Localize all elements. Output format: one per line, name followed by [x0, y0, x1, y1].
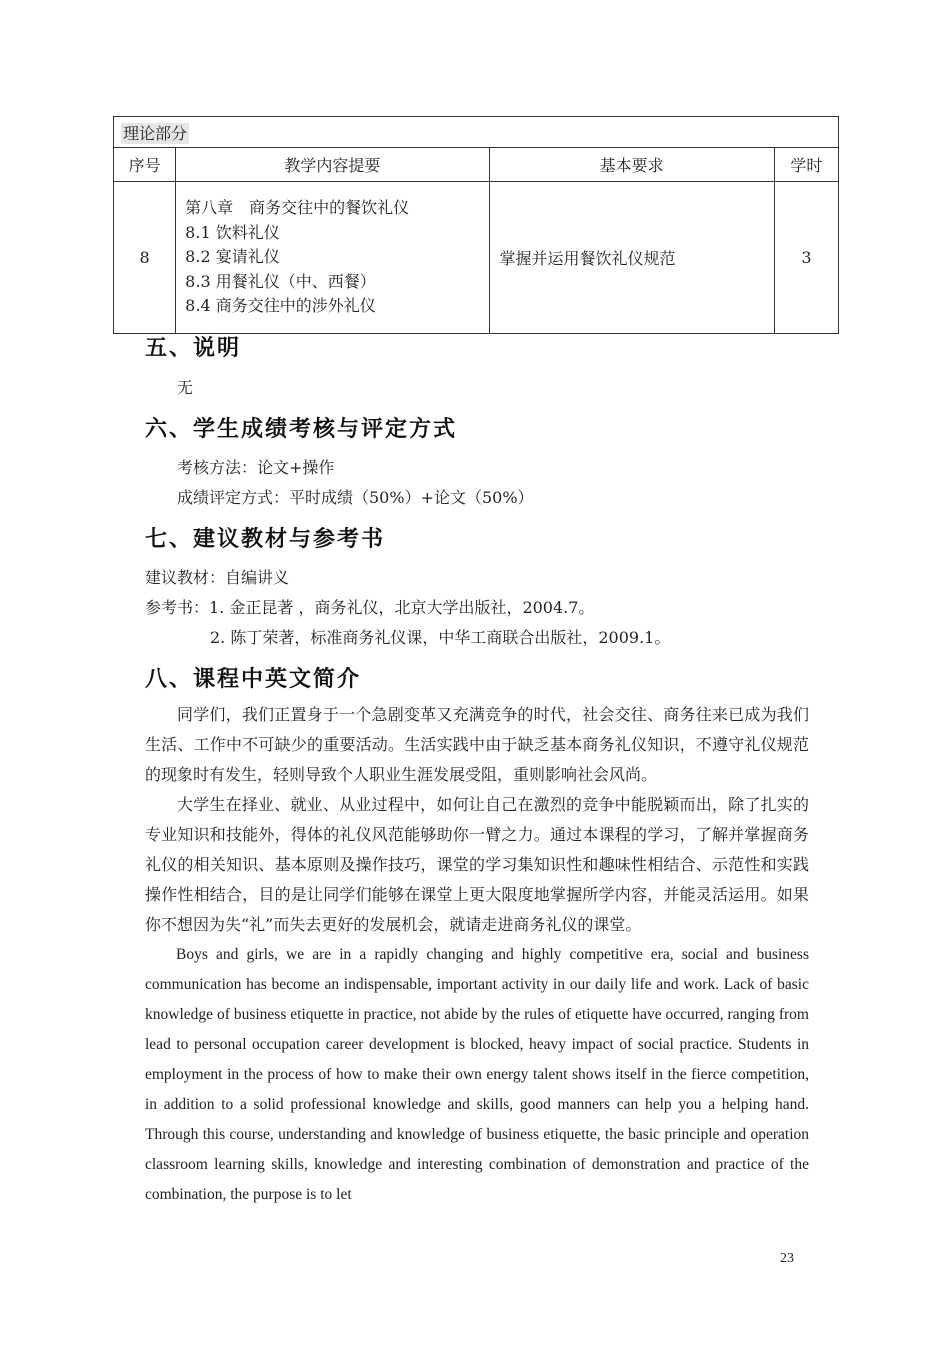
intro-paragraph-english: Boys and girls, we are in a rapidly changing and highly competitive era, social and business communication has become an indispensable, important activity in our daily life and work. Lack of basic knowledge of business etiquette in practice, not abide by the rules of etiquette have occurred, ranging from lead to personal occupation career development is blocked, heavy impact of social practice. Students in employment in the process of how to make their own energy talent shows itself in the fierce competition, in addition to a solid professional knowledge and skills, good manners can help you a helping hand. Through this course, understanding and knowledge of business etiquette, the basic principle and operation classroom learning skills, knowledge and interesting combination of demonstration and practice of the combination, the purpose is to let [145, 946, 809, 1203]
content-line: 8.3 用餐礼仪（中、西餐） [185, 271, 376, 291]
assessment-method: 考核方法：论文+操作 [177, 458, 335, 477]
cell-hours: 3 [774, 182, 838, 334]
cell-content [176, 182, 489, 334]
header-content: 教学内容提要 [176, 148, 489, 182]
content-line: 8.4 商务交往中的涉外礼仪 [185, 296, 376, 316]
section-8-title: 八、课程中英文简介 [145, 667, 362, 692]
intro-paragraph-1: 同学们，我们正置身于一个急剧变革又充满竞争的时代，社会交往、商务往来已成为我们生活、工作中不可缺少的重要活动。生活实践中由于缺乏基本商务礼仪知识，不遵守礼仪规范的现象时有发生，轻则导致个人职业生涯发展受阻，重则影响社会风尚。 [145, 705, 809, 784]
table-caption-cell [114, 117, 839, 148]
content-line: 第八章 商务交往中的餐饮礼仪 [185, 198, 410, 218]
table-caption-row [114, 117, 839, 148]
section-7-title: 七、建议教材与参考书 [145, 527, 386, 552]
section-5-title: 五、说明 [145, 336, 242, 361]
syllabus-table [113, 116, 839, 334]
header-requirement: 基本要求 [489, 148, 774, 182]
table-caption: 理论部分 [123, 123, 188, 143]
grading-method: 成绩评定方式：平时成绩（50%）+论文（50%） [177, 488, 534, 507]
reference-2: 2. 陈丁荣著，标准商务礼仪课，中华工商联合出版社，2009.1。 [210, 628, 671, 647]
header-no: 序号 [114, 148, 176, 182]
table-row [114, 182, 839, 334]
cell-requirement: 掌握并运用餐饮礼仪规范 [489, 182, 774, 334]
content-line: 8.2 宴请礼仪 [185, 247, 280, 267]
reference-1: 参考书：1. 金正昆著 ，商务礼仪，北京大学出版社，2004.7。 [145, 598, 595, 617]
table-header-row [114, 148, 839, 182]
content-line: 8.1 饮料礼仪 [185, 222, 280, 242]
header-hours: 学时 [774, 148, 838, 182]
section-5-text: 无 [177, 378, 194, 397]
section-6-title: 六、学生成绩考核与评定方式 [145, 417, 458, 442]
intro-paragraph-2: 大学生在择业、就业、从业过程中，如何让自己在激烈的竞争中能脱颖而出，除了扎实的专业知识和技能外，得体的礼仪风范能够助你一臂之力。通过本课程的学习，了解并掌握商务礼仪的相关知识、基本原则及操作技巧，课堂的学习集知识性和趣味性相结合、示范性和实践操作性相结合，目的是让同学们能够在课堂上更大限度地掌握所学内容，并能灵活运用。如果你不想因为失“礼”而失去更好的发展机会，就请走进商务礼仪的课堂。 [145, 795, 809, 934]
page-number: 23 [780, 1251, 794, 1266]
textbook: 建议教材：自编讲义 [145, 568, 290, 587]
cell-no: 8 [114, 182, 176, 334]
